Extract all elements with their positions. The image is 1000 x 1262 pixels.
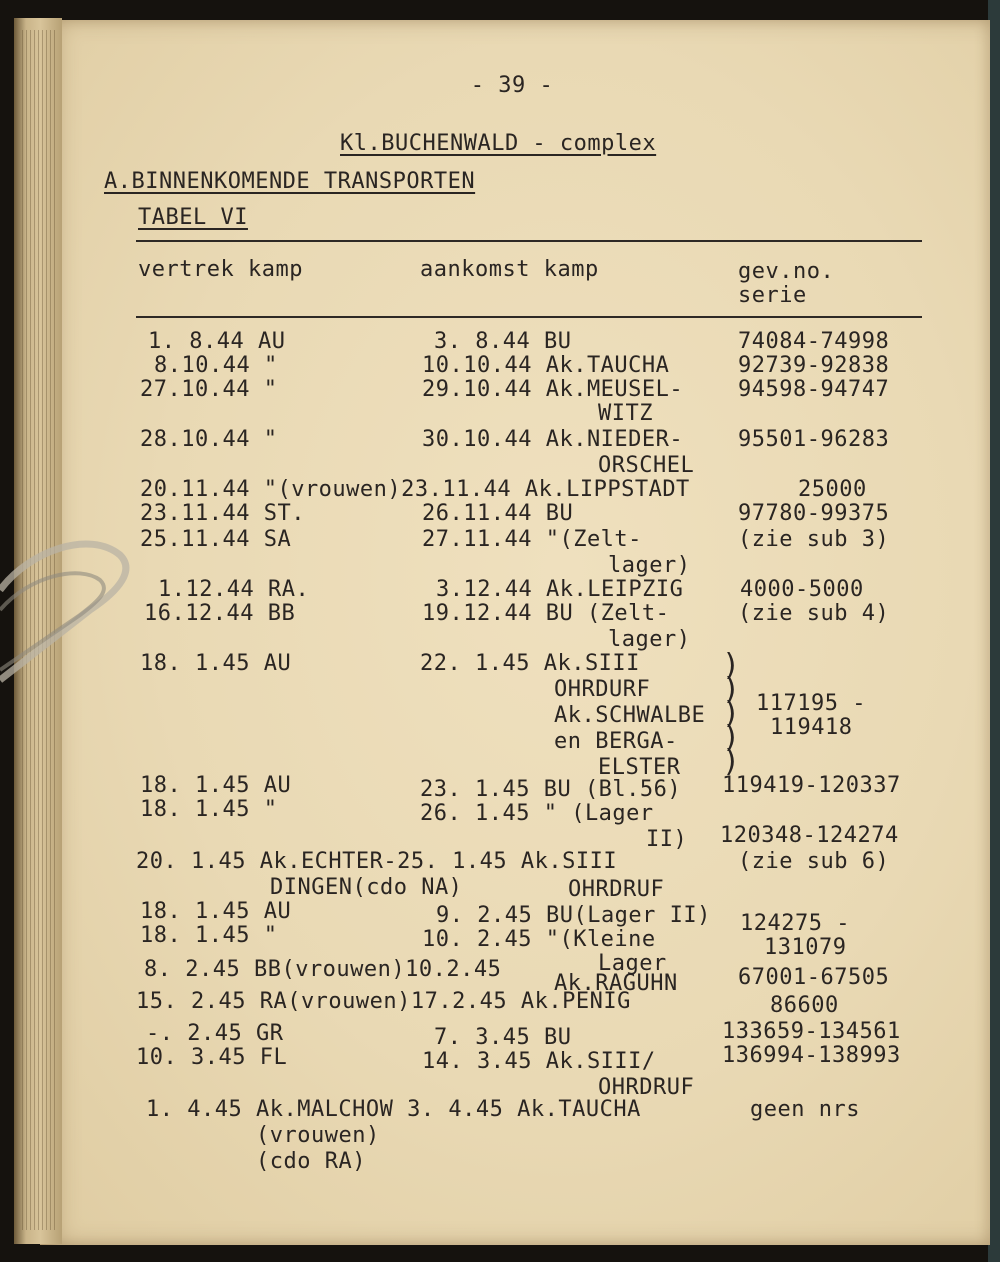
table-cell: 136994-138993 <box>722 1043 901 1068</box>
table-cell: en BERGA- <box>554 729 678 754</box>
table-cell: 19.12.44 BU (Zelt- <box>422 601 670 626</box>
table-cell: 1.12.44 RA. <box>158 577 310 602</box>
table-cell: 25.11.44 SA <box>140 527 292 552</box>
table-cell: geen nrs <box>750 1097 860 1122</box>
table-cell: WITZ <box>598 401 653 426</box>
grouping-brace: ) ) ) ) ) <box>722 648 741 779</box>
table-cell: lager) <box>608 627 691 652</box>
table-cell: 28.10.44 " <box>140 427 278 452</box>
table-cell: 22. 1.45 Ak.SIII <box>420 651 640 676</box>
table-cell: 10. 3.45 FL <box>136 1045 288 1070</box>
table-cell: 20. 1.45 Ak.ECHTER-25. 1.45 Ak.SIII <box>136 849 618 874</box>
table-cell: 10.10.44 Ak.TAUCHA <box>422 353 670 378</box>
table-cell: 120348-124274 <box>720 823 899 848</box>
table-cell: 18. 1.45 " <box>140 797 278 822</box>
table-label: TABEL VI <box>138 205 248 230</box>
table-cell: 18. 1.45 AU <box>140 651 292 676</box>
table-cell: 15. 2.45 RA(vrouwen)17.2.45 Ak.PENIG <box>136 989 631 1014</box>
table-cell: (zie sub 6) <box>738 849 890 874</box>
table-cell: 8.10.44 " <box>154 353 278 378</box>
table-cell: 97780-99375 <box>738 501 890 526</box>
table-cell: 16.12.44 BB <box>144 601 296 626</box>
page-number: - 39 - <box>470 73 554 98</box>
table-cell: OHRDRUF <box>598 1075 695 1100</box>
table-cell: 67001-67505 <box>738 965 890 990</box>
table-cell: 9. 2.45 BU(Lager II) <box>436 903 711 928</box>
table-cell: DINGEN(cdo NA) <box>270 875 463 900</box>
table-cell: 95501-96283 <box>738 427 890 452</box>
table-cell: 119419-120337 <box>722 773 901 798</box>
table-cell: 3.12.44 Ak.LEIPZIG <box>436 577 684 602</box>
document-title: Kl.BUCHENWALD - complex <box>340 131 657 156</box>
table-cell: 27.11.44 "(Zelt- <box>422 527 642 552</box>
table-cell: 23. 1.45 BU (Bl.56) <box>420 777 682 802</box>
table-cell: 7. 3.45 BU <box>434 1025 572 1050</box>
table-cell: 117195 - <box>756 691 866 716</box>
table-cell: lager) <box>608 553 691 578</box>
table-cell: 27.10.44 " <box>140 377 278 402</box>
table-cell: ORSCHEL <box>598 453 695 478</box>
table-top-rule <box>136 240 922 242</box>
table-cell: Ak.SCHWALBE <box>554 703 706 728</box>
table-cell: 4000-5000 <box>740 577 864 602</box>
page-edges <box>22 30 56 1230</box>
table-header-rule <box>136 316 922 318</box>
table-cell: 18. 1.45 AU <box>140 773 292 798</box>
table-cell: 92739-92838 <box>738 353 890 378</box>
table-cell: 20.11.44 "(vrouwen)23.11.44 Ak.LIPPSTADT <box>140 477 690 502</box>
table-cell: 74084-74998 <box>738 329 890 354</box>
table-cell: OHRDRUF <box>568 877 665 902</box>
table-cell: 94598-94747 <box>738 377 890 402</box>
table-cell: 8. 2.45 BB(vrouwen)10.2.45 <box>144 957 502 982</box>
table-cell: 3. 8.44 BU <box>434 329 572 354</box>
table-cell: 18. 1.45 " <box>140 923 278 948</box>
table-cell: (zie sub 3) <box>738 527 890 552</box>
table-cell: 23.11.44 ST. <box>140 501 305 526</box>
table-cell: 26. 1.45 " (Lager <box>420 801 654 826</box>
table-cell: 25000 <box>798 477 867 502</box>
table-cell: OHRDURF <box>554 677 651 702</box>
column-header-arrival: aankomst kamp <box>420 257 599 282</box>
table-cell: 14. 3.45 Ak.SIII/ <box>422 1049 656 1074</box>
table-cell: 29.10.44 Ak.MEUSEL- <box>422 377 684 402</box>
table-cell: ELSTER <box>598 755 681 780</box>
table-cell: Ak.RAGUHN <box>554 971 678 996</box>
table-cell: (vrouwen) <box>256 1123 380 1148</box>
table-cell: 1. 8.44 AU <box>148 329 286 354</box>
column-header-departure: vertrek kamp <box>138 257 303 282</box>
table-cell: 1. 4.45 Ak.MALCHOW 3. 4.45 Ak.TAUCHA <box>146 1097 641 1122</box>
table-cell: 26.11.44 BU <box>422 501 574 526</box>
table-cell: 133659-134561 <box>722 1019 901 1044</box>
table-cell: 18. 1.45 AU <box>140 899 292 924</box>
table-cell: (zie sub 4) <box>738 601 890 626</box>
table-cell: Lager <box>598 951 667 976</box>
table-cell: (cdo RA) <box>256 1149 366 1174</box>
column-header-serie-2: serie <box>738 283 807 308</box>
table-cell: 131079 <box>764 935 847 960</box>
table-cell: 86600 <box>770 993 839 1018</box>
table-cell: -. 2.45 GR <box>146 1021 284 1046</box>
table-cell: 30.10.44 Ak.NIEDER- <box>422 427 684 452</box>
table-cell: 124275 - <box>740 911 850 936</box>
table-cell: II) <box>646 827 688 852</box>
column-header-serie: gev.no. <box>738 259 835 284</box>
table-cell: 10. 2.45 "(Kleine <box>422 927 656 952</box>
section-heading: A.BINNENKOMENDE TRANSPORTEN <box>104 169 476 194</box>
table-cell: 119418 <box>770 715 853 740</box>
